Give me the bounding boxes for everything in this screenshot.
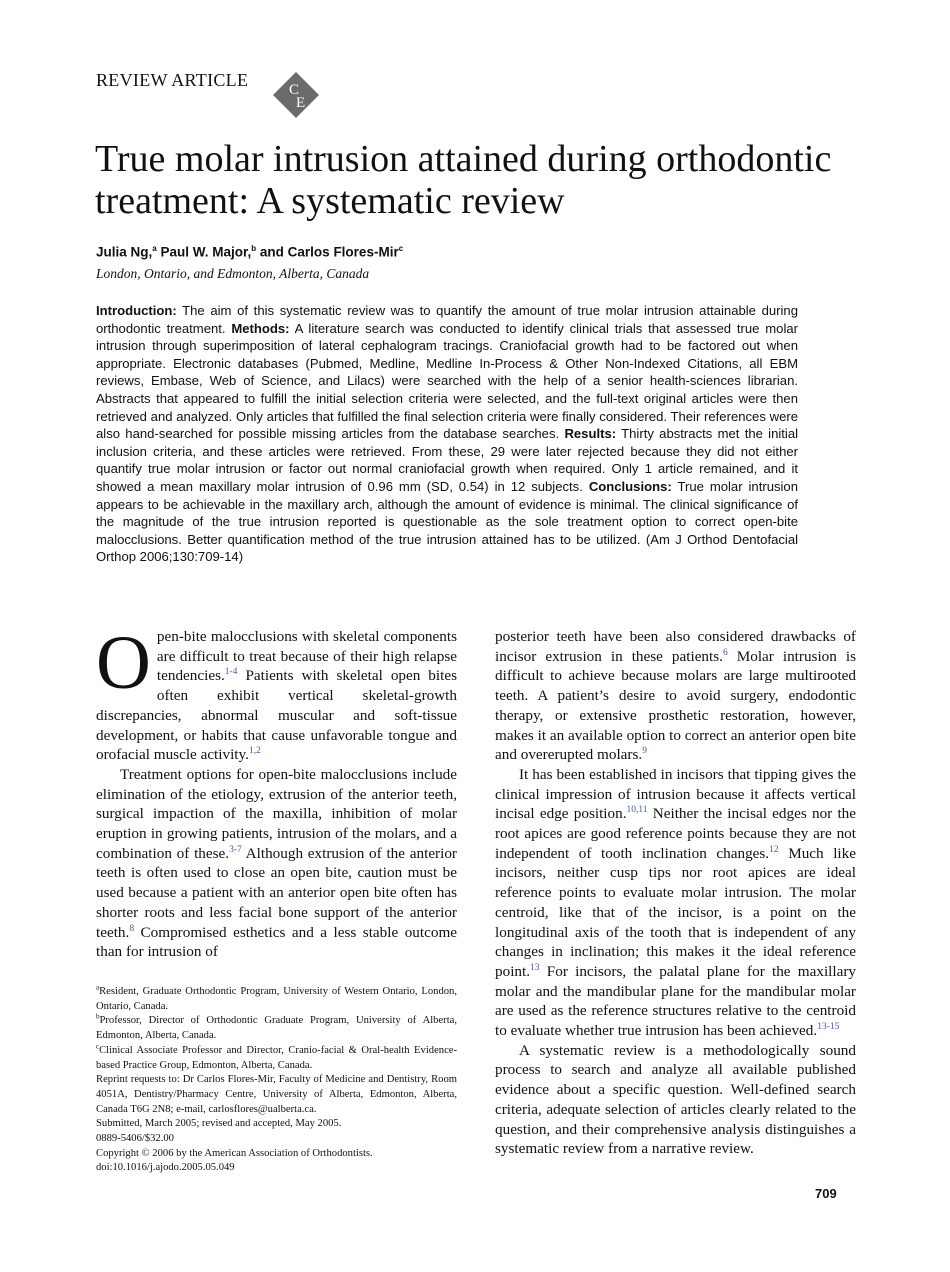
footnote-mark: c [96, 1042, 100, 1051]
article-title: True molar intrusion attained during orthodontic treatment: A systematic review [95, 138, 832, 222]
footnote-text: Resident, Graduate Orthodontic Program, University of Western Ontario, London, Ontario, Canada. [96, 986, 457, 1012]
reprint-requests: Reprint requests to: Dr Carlos Flores-Mir, Faculty of Medicine and Dentistry, Room 4051A, Dentistry/Pharmacy Centre, University of Alberta, Edmonton, Alberta, Canada T6G 2N8; e-mail, carlosflores@ualberta.ca. [96, 1074, 457, 1115]
citation-reference[interactable]: 13 [530, 962, 540, 973]
abstract-conclusions: True molar intrusion appears to be achievable in the maxillary arch, although the amount of evidence is minimal. The clinical significance of the magnitude of the true intrusion reported is questionable as the sole treatment option to correct open-bite malocclusions. Better quantification method of the true intrusion attained has to be utilized. [96, 478, 798, 547]
abstract-methods-label: Methods: [231, 320, 290, 336]
footnotes [96, 985, 457, 1176]
copyright: Copyright © 2006 by the American Association of Orthodontists. [96, 1147, 373, 1159]
footnote-text: Professor, Director of Orthodontic Graduate Program, University of Alberta, Edmonton, Alberta, Canada. [96, 1015, 457, 1042]
body-text: Molar intrusion is difficult to achieve because molars are large multirooted teeth. A patient’s desire to avoid surgery, endodontic therapy, or extensive prosthetic restoration, however, makes it an available option to correct an anterior open bite and overerupted molars. [495, 647, 856, 764]
citation-reference[interactable]: 8 [129, 923, 135, 934]
doi-link[interactable]: doi:10.1016/j.ajodo.2005.05.049 [96, 1162, 235, 1174]
footnote-mark: a [96, 983, 100, 992]
section-label: REVIEW ARTICLE [96, 70, 249, 90]
citation-reference[interactable]: 6 [722, 647, 728, 658]
body-paragraph [96, 765, 457, 962]
author-affiliation-mark: b [251, 244, 257, 253]
citation-reference[interactable]: 13-15 [817, 1022, 840, 1032]
author-list [96, 244, 403, 260]
author-name: and Carlos Flores-Mir [259, 244, 399, 260]
author-affiliation: London, Ontario, and Edmonton, Alberta, Canada [96, 266, 370, 281]
citation-reference[interactable]: 12 [769, 844, 779, 855]
citation-reference[interactable]: 1,2 [248, 746, 261, 757]
author-name: Paul W. Major, [160, 244, 252, 260]
footnote [96, 1044, 457, 1073]
author-affiliation-mark: c [398, 244, 404, 253]
body-column-left [96, 621, 457, 962]
body-paragraph [495, 627, 856, 765]
abstract-citation: (Am J Orthod Dentofacial Orthop 2006;130:709-14) [96, 531, 799, 565]
abstract-results-label: Results: [564, 426, 617, 442]
body-text: For incisors, the palatal plane for the maxillary molar and the mandibular plane for the mandibular molar are used as the reference structures relative to the centroid to evaluate whether true intrusion has been achieved. [495, 962, 856, 1040]
abstract-conclusions-label: Conclusions: [588, 478, 672, 494]
issn: 0889-5406/$32.00 [96, 1133, 174, 1145]
ce-badge-letter-e: E [296, 95, 306, 111]
citation-reference[interactable]: 1-4 [224, 667, 238, 678]
body-text: pen-bite malocclusions with skeletal components are difficult to treat because of their high relapse tendencies. [156, 628, 457, 685]
footnote-mark: b [96, 1012, 100, 1021]
body-text: posterior teeth have been also considered drawbacks of incisor extrusion in these patients. [495, 628, 856, 665]
abstract-introduction: The aim of this systematic review was to quantify the amount of true molar intrusion attainable during orthodontic treatment. [96, 303, 799, 336]
citation-reference[interactable]: 9 [642, 746, 647, 757]
continuing-education-badge-icon [271, 70, 321, 120]
drop-cap: O [96, 621, 151, 705]
footnote [96, 985, 457, 1014]
abstract-introduction-label: Introduction: [96, 303, 177, 318]
ce-badge-letter-c: C [289, 82, 300, 98]
body-text: Patients with skeletal open bites often exhibit vertical skeletal-growth discrepancies, abnormal muscular and soft-tissue development, or habits that cause unfavorable tongue and orofacial muscle activity. [96, 667, 457, 764]
abstract [96, 302, 798, 566]
body-text: Treatment options for open-bite malocclusions include elimination of the etiology, extrusion of the anterior teeth, surgical impaction of the maxilla, inhibition of molar eruption in growing patients, intrusion of the molars, and a combination of these. [96, 765, 457, 862]
citation-reference[interactable]: 3-7 [229, 844, 242, 855]
citation-reference[interactable]: 10,11 [626, 805, 648, 816]
body-paragraph [495, 765, 856, 1041]
author-name: Julia Ng, [96, 244, 153, 260]
abstract-results: Thirty abstracts met the initial inclusion criteria, and these articles were retrieved. From these, 29 were later rejected because they did not either quantify true molar intrusion or factor out normal craniofacial growth when required. Only 1 article remained, and it showed a mean maxillary molar intrusion of 0.96 mm (SD, 0.54) in 12 subjects. [96, 426, 799, 494]
abstract-methods: A literature search was conducted to identify clinical trials that assessed true molar intrusion through superimposition of lateral cephalogram tracings. Craniofacial growth had to be factored out when appropriate. Electronic databases (Pubmed, Medline, Medline In-Process & Other Non-Indexed Citations, all EBM reviews, Embase, Web of Science, and Lilacs) were searched with the help of a senior health-sciences librarian. Abstracts that appeared to fulfill the initial selection criteria were selected, and the full-text original articles were then retrieved and analyzed. Only articles that fulfilled the final selection criteria were finally considered. Their references were also hand-searched for possible missing articles from the database searches. [96, 320, 798, 442]
footnote [96, 1014, 457, 1043]
body-text: A systematic review is a methodologically sound process to search and analyze all available published evidence about a specific question. Well-defined search criteria, adequate selection of articles clearly related to the question, and their comprehensive analysis distinguishes a systematic review from a narrative review. [495, 1041, 856, 1158]
author-affiliation-mark: a [152, 244, 157, 253]
body-paragraph [96, 621, 457, 765]
body-text: Compromised esthetics and a less stable outcome than for intrusion of [96, 923, 457, 961]
body-text: Much like incisors, neither cusp tips nor root apices are ideal reference points to evaluate molar intrusion. The molar centroid, like that of the incisor, is a point on the longitudinal axis of the tooth that is independent of any changes in inclination; this makes it the ideal reference point. [495, 844, 856, 980]
submission-dates: Submitted, March 2005; revised and accepted, May 2005. [96, 1118, 342, 1130]
body-text: It has been established in incisors that tipping gives the clinical impression of intrusion because it affects vertical incisal edge position. [495, 765, 856, 823]
body-column-right [495, 627, 856, 1159]
body-text: Although extrusion of the anterior teeth is often used to close an open bite, caution must be used because a patient with an anterior open bite often has shorter roots and less facial bone support of the anterior teeth. [96, 844, 457, 941]
page-number: 709 [815, 1186, 837, 1201]
footnote-text: Clinical Associate Professor and Director, Cranio-facial & Oral-health Evidence-based Practice Group, Edmonton, Alberta, Canada. [96, 1044, 457, 1071]
body-paragraph [495, 1041, 856, 1159]
body-text: Neither the incisal edges nor the root apices are good reference points because they are not independent of tooth inclination changes. [495, 805, 857, 862]
